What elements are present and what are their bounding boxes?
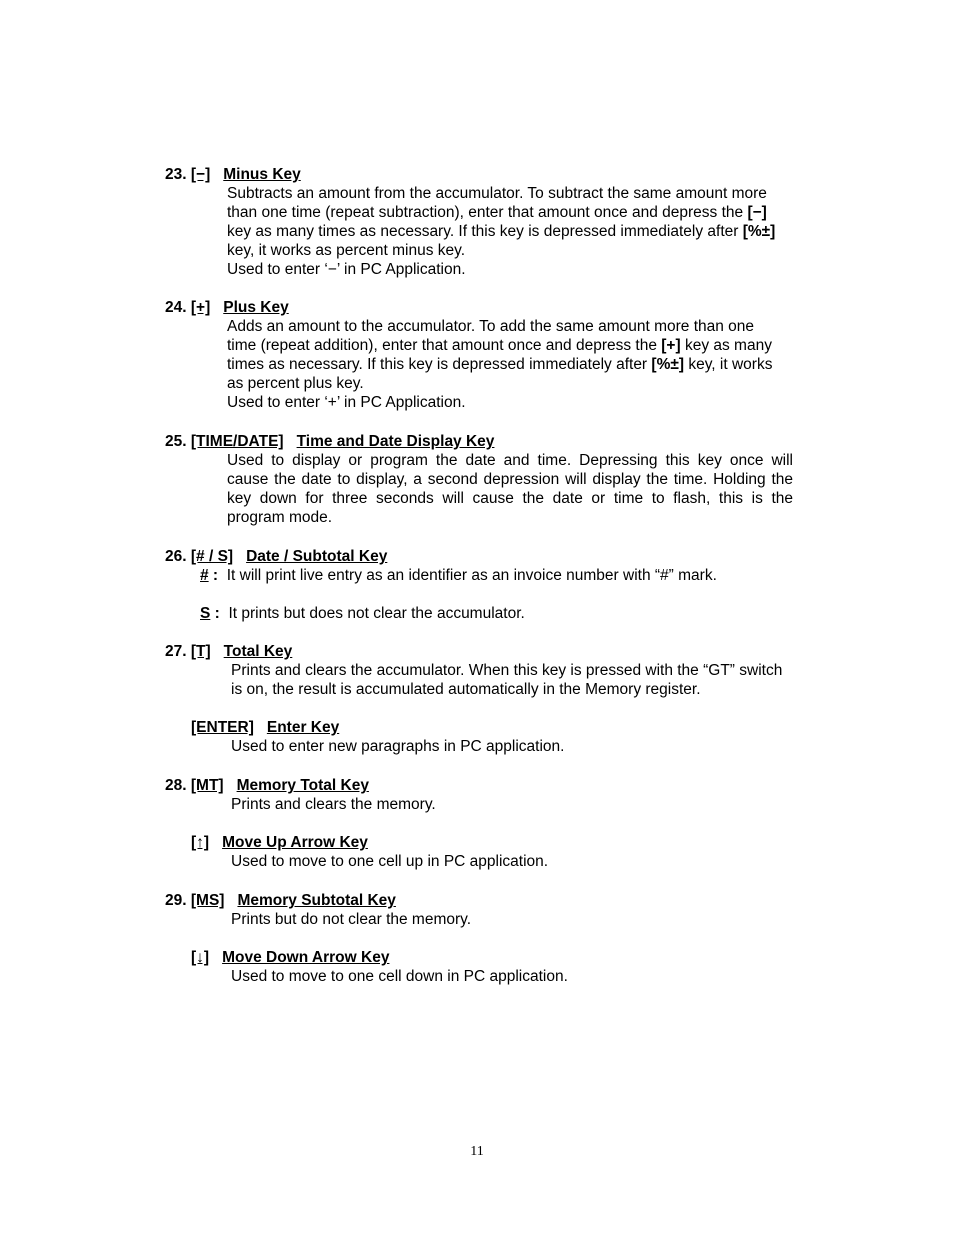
key-name: [TIME/DATE]: [190, 433, 284, 450]
key-name: [↑]: [191, 834, 210, 851]
body-line: is on, the result is accumulated automatically in the Memory register.: [231, 681, 701, 698]
body-line: time (repeat addition), enter that amount once and depress the [+] key as many: [227, 337, 772, 354]
item-number: 28.: [165, 777, 187, 794]
item-heading: [165, 642, 292, 661]
key-name: [+]: [190, 299, 211, 316]
key-title: Plus Key: [223, 299, 289, 316]
item-number: 25.: [165, 433, 187, 450]
item-number: 29.: [165, 892, 187, 909]
item-heading: [191, 718, 339, 737]
key-title: Move Down Arrow Key: [222, 949, 390, 966]
item-heading: [165, 432, 494, 451]
key-title: Minus Key: [223, 166, 301, 183]
body-line: Adds an amount to the accumulator. To add the same amount more than one: [227, 318, 755, 335]
key-name: [ENTER]: [191, 719, 254, 736]
item-number: 27.: [165, 643, 187, 660]
body-line: Used to enter ‘+’ in PC Application.: [227, 394, 466, 411]
key-title: Move Up Arrow Key: [222, 834, 368, 851]
body-line: Prints and clears the memory.: [231, 796, 436, 813]
body-line: as percent plus key.: [227, 375, 364, 392]
body-line: key down for three seconds will cause the date or time to flash, this is the: [227, 490, 793, 507]
body-line: Used to enter ‘−’ in PC Application.: [227, 261, 466, 278]
item-number: 26.: [165, 548, 187, 565]
item-heading: [165, 165, 301, 184]
key-title: Memory Total Key: [236, 777, 369, 794]
key-title: Date / Subtotal Key: [246, 548, 388, 565]
body-line: Prints but do not clear the memory.: [231, 911, 472, 928]
body-line: key, it works as percent minus key.: [227, 242, 466, 259]
key-name: [−]: [190, 166, 211, 183]
item-heading: [165, 776, 369, 795]
body-line: times as necessary. If this key is depressed immediately after [%±] key, it works: [227, 356, 773, 373]
body-line: than one time (repeat subtraction), enter that amount once and depress the [−]: [227, 204, 767, 221]
key-name: [MT]: [190, 777, 224, 794]
key-title: Time and Date Display Key: [296, 433, 495, 450]
body-line: Used to enter new paragraphs in PC application.: [231, 738, 565, 755]
item-heading: [165, 891, 396, 910]
key-name: [MS]: [190, 892, 225, 909]
key-title: Total Key: [223, 643, 293, 660]
item-heading: [165, 547, 387, 566]
key-name: [T]: [190, 643, 211, 660]
body-line: cause the date to display, a second depression will display the time. Holding the: [227, 471, 793, 488]
body-line: Used to move to one cell down in PC application.: [231, 968, 568, 985]
body-line: Prints and clears the accumulator. When this key is pressed with the “GT” switch: [231, 662, 783, 679]
body-line: key as many times as necessary. If this key is depressed immediately after [%±]: [227, 223, 776, 240]
key-name: [# / S]: [190, 548, 234, 565]
item-heading: [191, 833, 368, 852]
body-line: Subtracts an amount from the accumulator. To subtract the same amount more: [227, 185, 767, 202]
sub-item-hash: # : It will print live entry as an identifier as an invoice number with “#” mark.: [200, 567, 717, 584]
key-name: [↓]: [191, 949, 210, 966]
key-title: Memory Subtotal Key: [237, 892, 396, 909]
item-heading: [165, 298, 289, 317]
item-heading: [191, 948, 389, 967]
item-number: 23.: [165, 166, 187, 183]
body-line: Used to display or program the date and time. Depressing this key once will: [227, 452, 793, 469]
body-line: program mode.: [227, 509, 333, 526]
item-number: 24.: [165, 299, 187, 316]
key-title: Enter Key: [266, 719, 340, 736]
sub-item-s: S : It prints but does not clear the accumulator.: [200, 605, 525, 622]
page-number: 11: [470, 1144, 484, 1159]
body-line: Used to move to one cell up in PC application.: [231, 853, 549, 870]
